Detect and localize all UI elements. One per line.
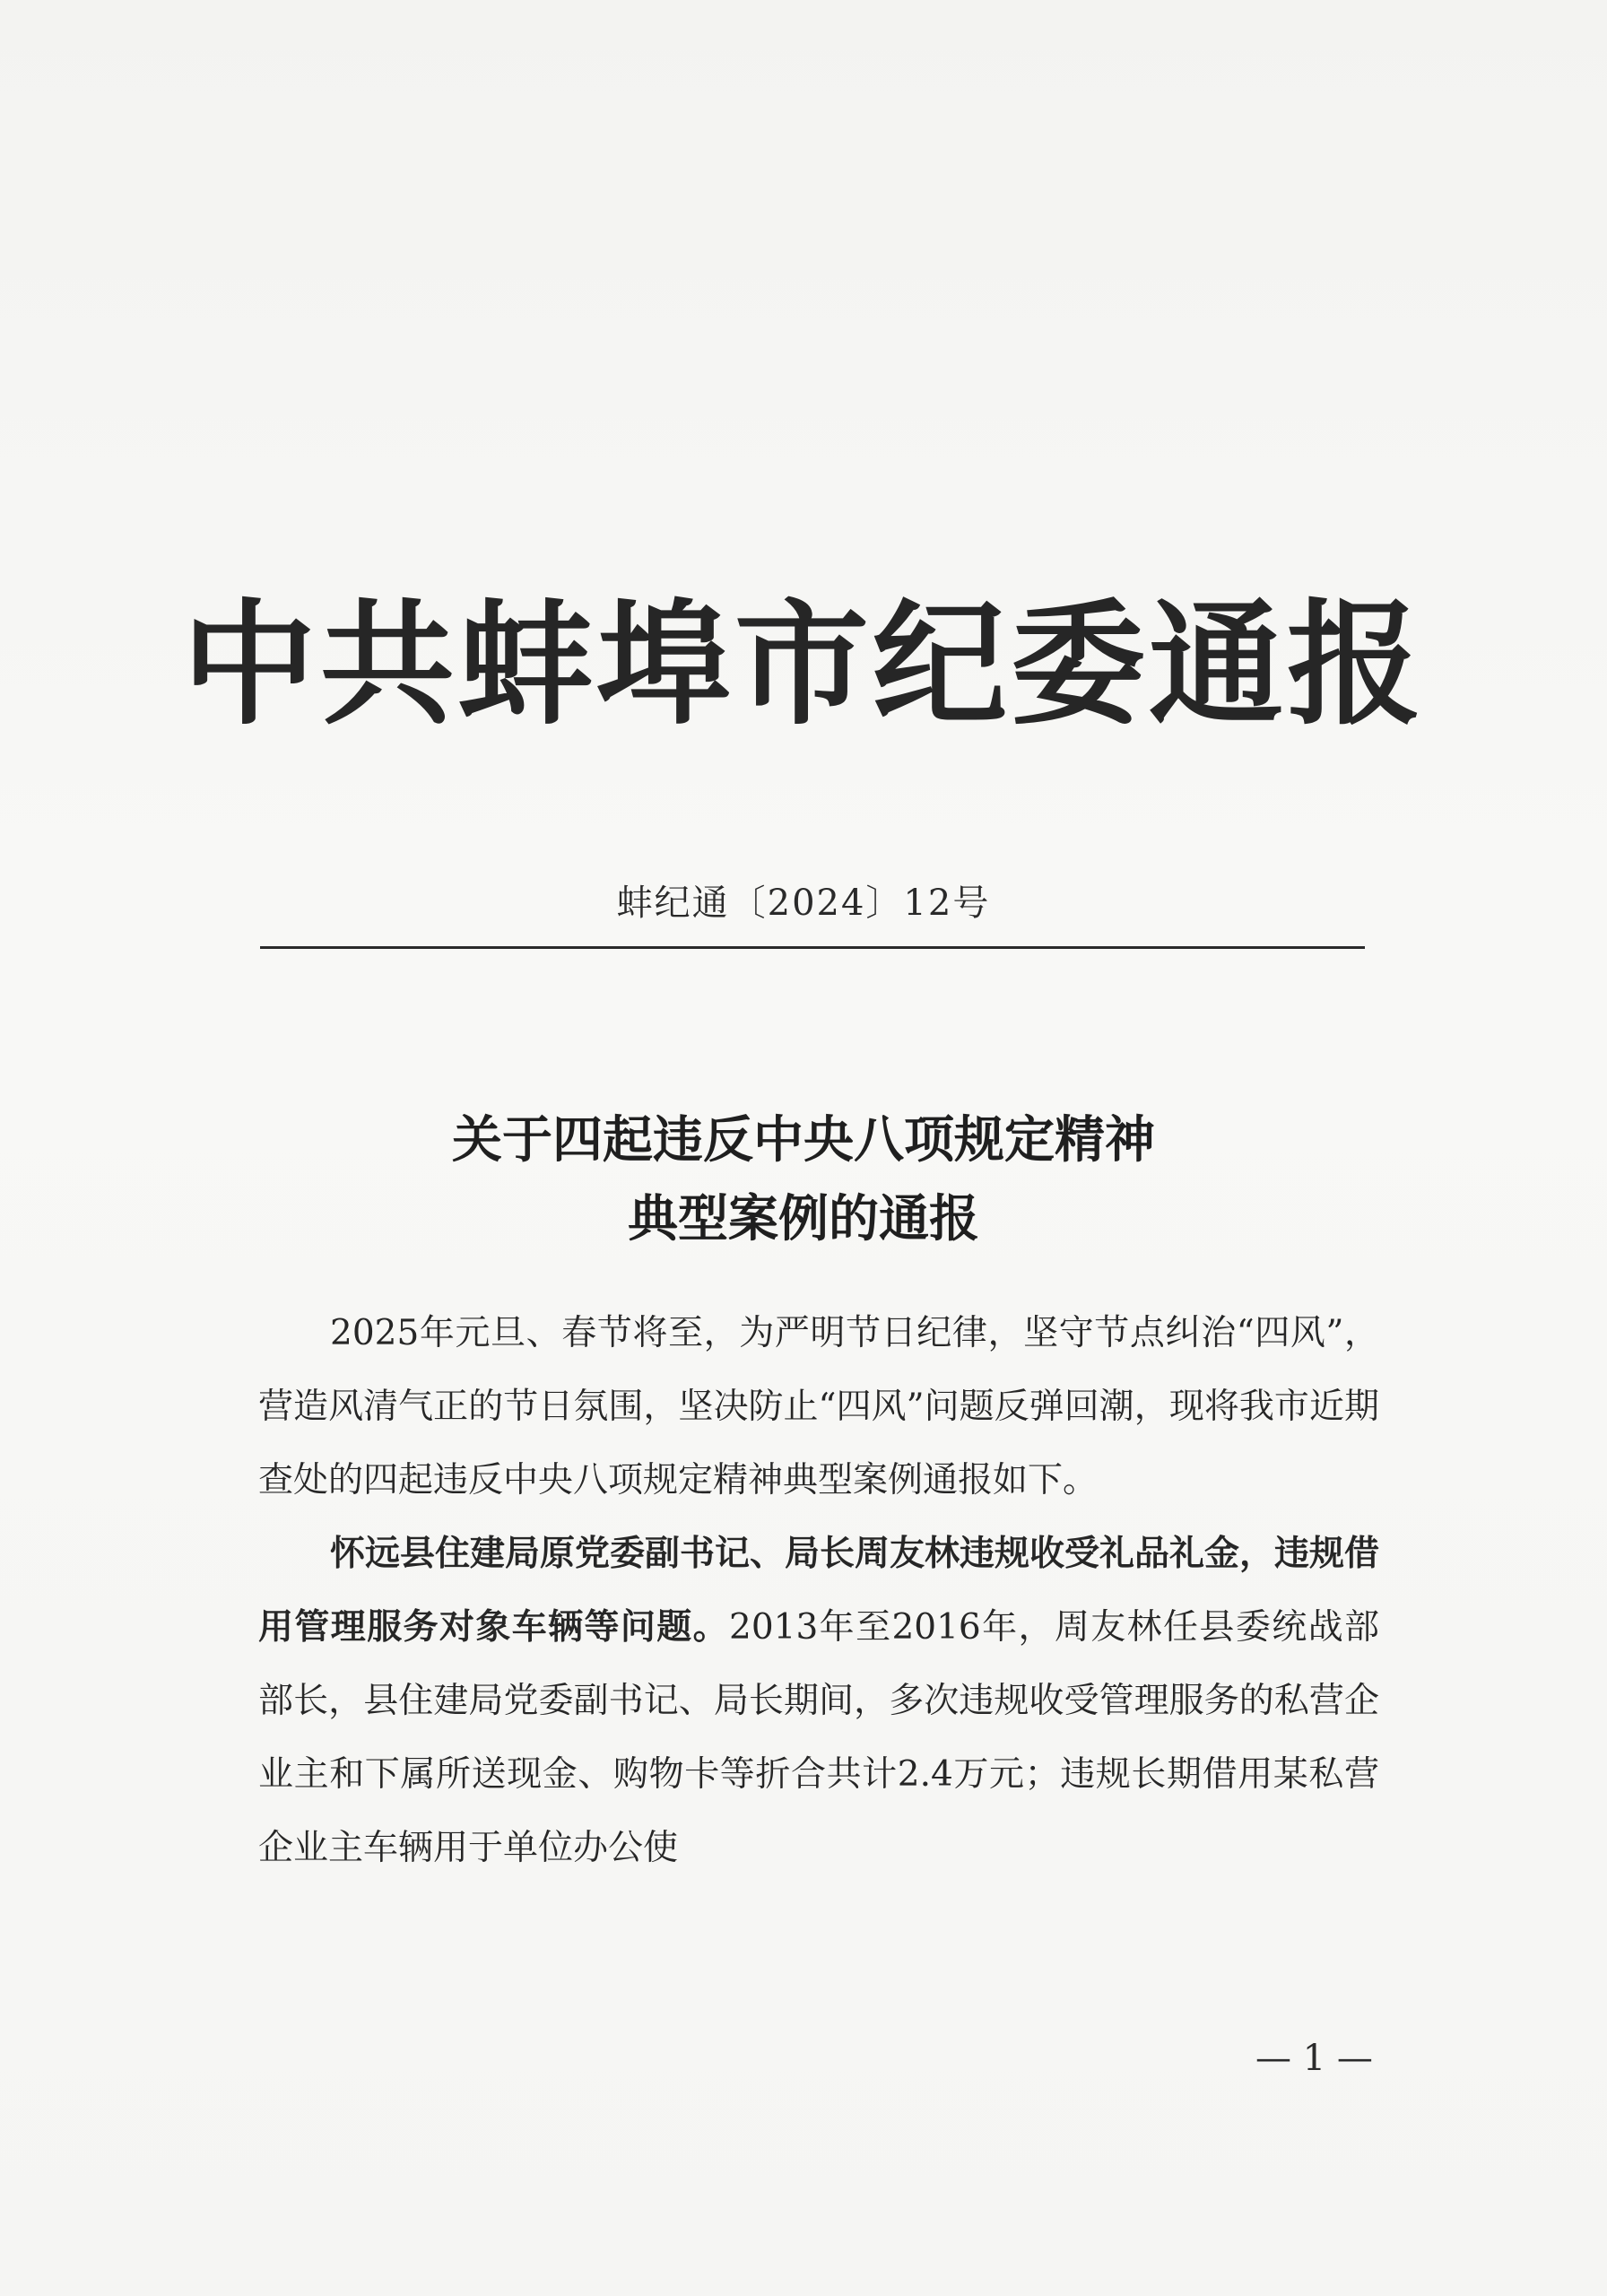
notice-body xyxy=(258,1297,1379,1885)
header-divider xyxy=(260,946,1365,949)
intro-paragraph: 2025年元旦、春节将至，为严明节日纪律，坚守节点纠治“四风”，营造风清气正的节日氛围，坚决防止“四风”问题反弹回潮，现将我市近期查处的四起违反中央八项规定精神典型案例通报如下。 xyxy=(258,1313,1379,1500)
case-heading: 怀远县住建局原党委副书记、局长周友林违规收受礼品礼金，违规借用管理服务对象车辆等问题。 xyxy=(258,1534,1380,1648)
notice-title-line-2: 典型案例的通报 xyxy=(628,1190,979,1248)
page-number: — 1 — xyxy=(1255,2038,1373,2079)
document-number: 蚌纪通〔2024〕12号 xyxy=(616,883,991,924)
notice-title xyxy=(0,1101,1607,1259)
notice-title-line-1: 关于四起违反中央八项规定精神 xyxy=(452,1111,1155,1170)
case-paragraph xyxy=(258,1518,1379,1885)
masthead-title: 中共蚌埠市纪委通报 xyxy=(181,587,1425,744)
case-text: 2013年至2016年，周友林任县委统战部部长，县住建局党委副书记、局长期间，多次违规收受管理服务的私营企业主和下属所送现金、购物卡等折合共计2.4万元；违规长期借用某私营企业主车辆用于单位办公使 xyxy=(258,1607,1379,1868)
